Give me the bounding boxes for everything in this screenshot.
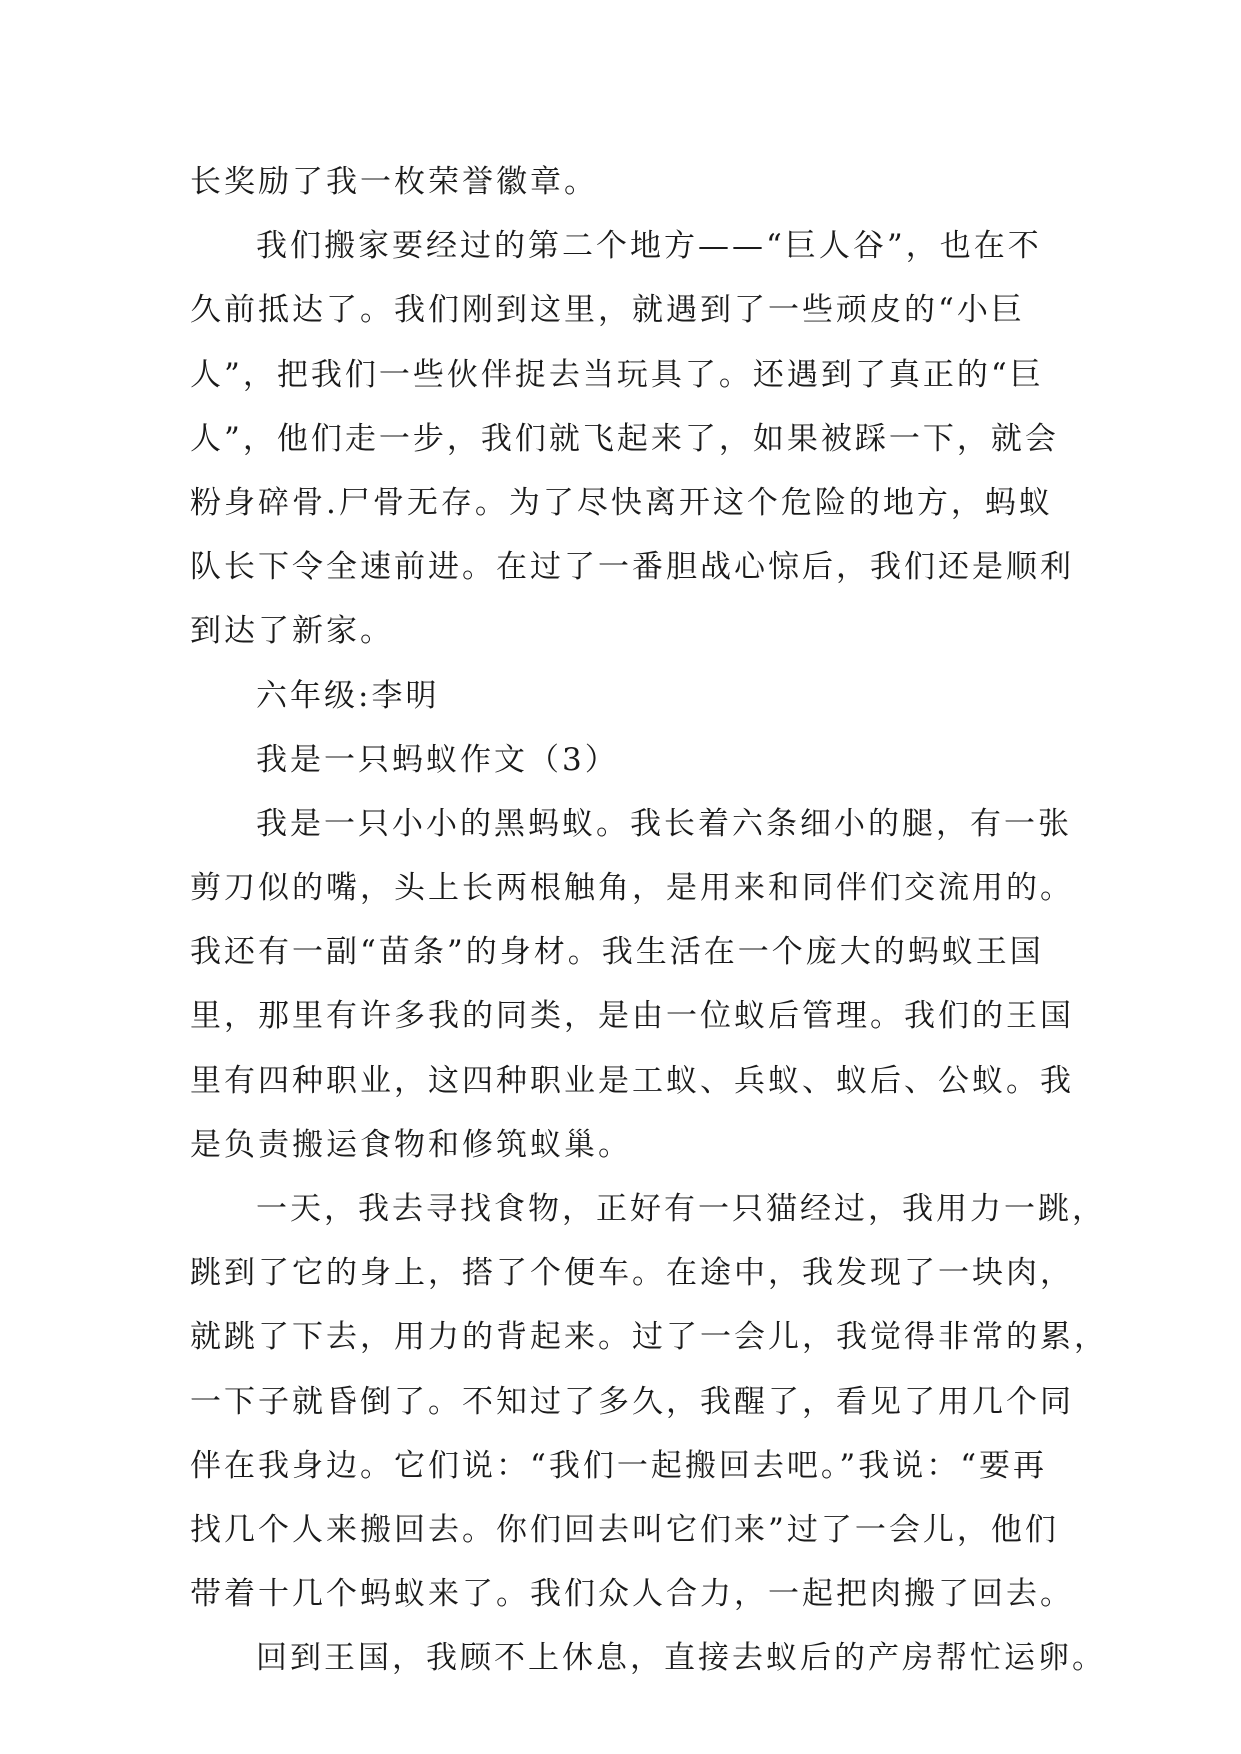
text-line: 粉身碎骨.尸骨无存。为了尽快离开这个危险的地方，蚂蚁: [190, 484, 1053, 521]
text-line: 就跳了下去，用力的背起来。过了一会儿，我觉得非常的累，: [190, 1319, 1108, 1356]
text-line: 到达了新家。: [190, 613, 394, 650]
author-line: 六年级:李明: [256, 677, 440, 714]
text-line: 里，那里有许多我的同类，是由一位蚁后管理。我们的王国: [190, 998, 1074, 1035]
text-line: 伴在我身边。它们说：“我们一起搬回去吧。”我说：“要再: [190, 1447, 1048, 1484]
text-line: 我是一只小小的黑蚂蚁。我长着六条细小的腿，有一张: [256, 805, 1072, 842]
text-line: 队长下令全速前进。在过了一番胆战心惊后，我们还是顺利: [190, 549, 1074, 586]
text-line: 找几个人来搬回去。你们回去叫它们来”过了一会儿，他们: [190, 1511, 1059, 1548]
text-line: 我还有一副“苗条”的身材。我生活在一个庞大的蚂蚁王国: [190, 934, 1044, 971]
text-line: 我们搬家要经过的第二个地方——“巨人谷”，也在不: [256, 228, 1042, 265]
text-line: 剪刀似的嘴，头上长两根触角，是用来和同伴们交流用的。: [190, 870, 1074, 907]
text-line: 里有四种职业，这四种职业是工蚁、兵蚁、蚁后、公蚁。我: [190, 1062, 1074, 1099]
text-line: 带着十几个蚂蚁来了。我们众人合力，一起把肉搬了回去。: [190, 1576, 1074, 1613]
text-line: 长奖励了我一枚荣誉徽章。: [190, 164, 598, 200]
text-line: 一下子就昏倒了。不知过了多久，我醒了，看见了用几个同: [190, 1383, 1074, 1420]
text-line: 久前抵达了。我们刚到这里，就遇到了一些顽皮的“小巨: [190, 292, 1025, 329]
essay-title: 我是一只蚂蚁作文（3）: [256, 741, 619, 778]
text-line: 人”，他们走一步，我们就飞起来了，如果被踩一下，就会: [190, 420, 1059, 457]
text-line: 人”，把我们一些伙伴捉去当玩具了。还遇到了真正的“巨: [190, 356, 1044, 393]
text-line: 是负责搬运食物和修筑蚁巢。: [190, 1126, 632, 1163]
essay-body: [190, 150, 1108, 1691]
text-line: 跳到了它的身上，搭了个便车。在途中，我发现了一块肉，: [190, 1255, 1074, 1292]
text-line: 一天，我去寻找食物，正好有一只猫经过，我用力一跳，: [256, 1191, 1106, 1227]
text-line: 回到王国，我顾不上休息，直接去蚁后的产房帮忙运卵。: [256, 1640, 1106, 1677]
